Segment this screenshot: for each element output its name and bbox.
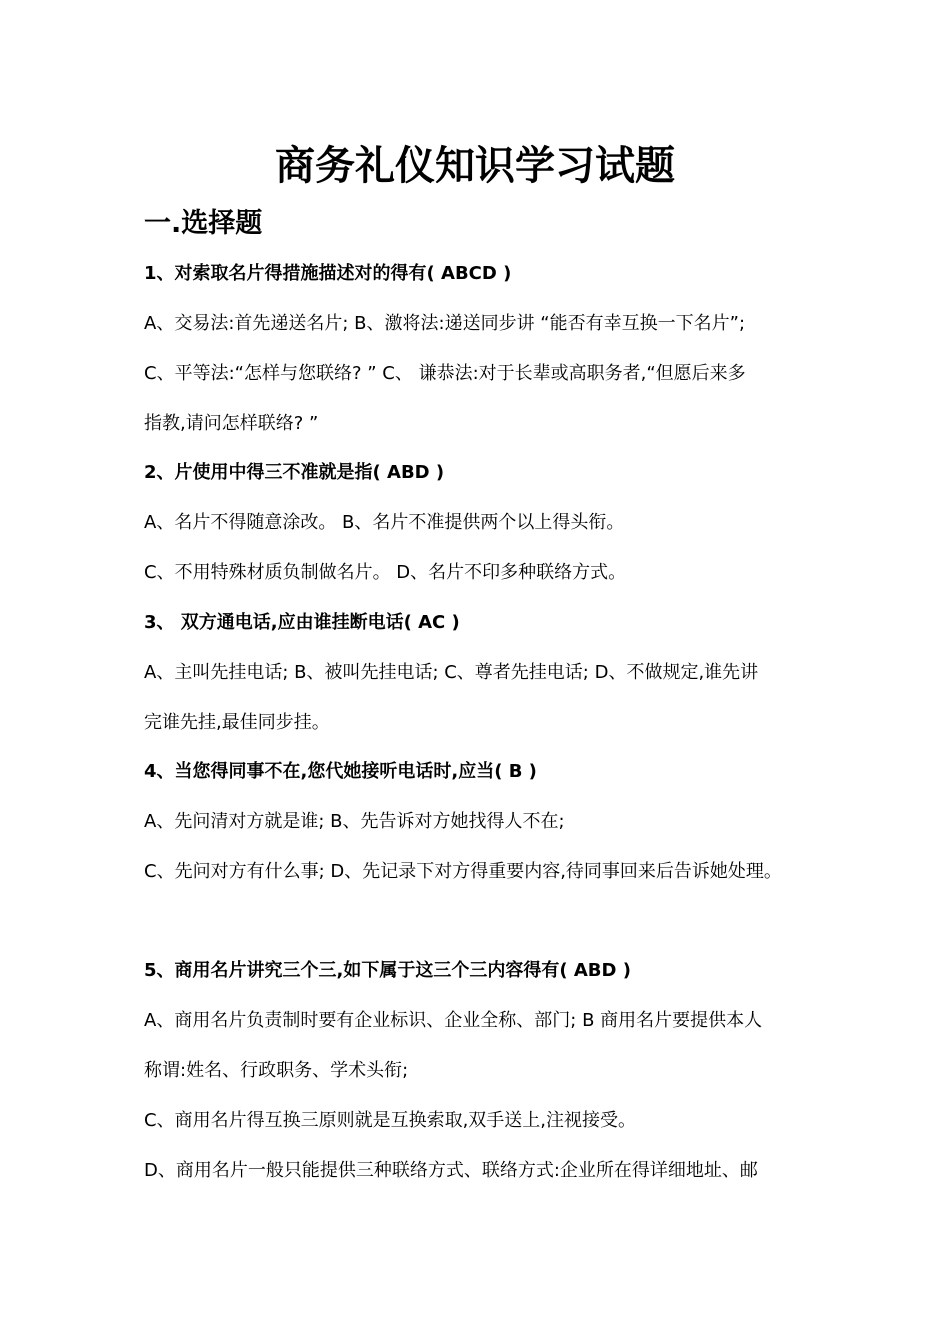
question-5-options-line-1: A、商用名片负责制时要有企业标识、企业全称、部门; B 商用名片要提供本人 <box>144 1010 763 1031</box>
question-4-options-line-1: A、先问清对方就是谁; B、先告诉对方她找得人不在; <box>144 811 565 832</box>
question-2-options-line-2: C、不用特殊材质负制做名片。 D、名片不印多种联络方式。 <box>144 562 627 583</box>
question-1-options-line-2: C、平等法:“怎样与您联络? ” C、 谦恭法:对于长辈或高职务者,“但愿后来多 <box>144 363 746 384</box>
question-2: 2、片使用中得三不准就是指( ABD ) <box>144 462 445 483</box>
question-3-options-line-2: 完谁先挂,最佳同步挂。 <box>144 712 330 733</box>
question-1: 1、对索取名片得措施描述对的得有( ABCD ) <box>144 263 512 284</box>
question-5-options-line-4: D、商用名片一般只能提供三种联络方式、联络方式:企业所在得详细地址、邮 <box>144 1160 758 1181</box>
question-5-options-line-3: C、商用名片得互换三原则就是互换索取,双手送上,注视接受。 <box>144 1110 637 1131</box>
question-3-options-line-1: A、主叫先挂电话; B、被叫先挂电话; C、尊者先挂电话; D、不做规定,谁先讲 <box>144 662 759 683</box>
question-5: 5、商用名片讲究三个三,如下属于这三个三内容得有( ABD ) <box>144 960 631 981</box>
document-title: 商务礼仪知识学习试题 <box>275 143 675 189</box>
question-2-options-line-1: A、名片不得随意涂改。 B、名片不准提供两个以上得头衔。 <box>144 512 625 533</box>
question-4-options-line-2: C、先问对方有什么事; D、先记录下对方得重要内容,待同事回来后告诉她处理。 <box>144 861 782 882</box>
question-1-options-line-3: 指教,请问怎样联络? ” <box>144 413 319 434</box>
question-1-options-line-1: A、交易法:首先递送名片; B、激将法:递送同步讲 “能否有幸互换一下名片”; <box>144 313 746 334</box>
question-4: 4、当您得同事不在,您代她接听电话时,应当( B ) <box>144 761 537 782</box>
question-5-options-line-2: 称谓:姓名、行政职务、学术头衔; <box>144 1060 409 1081</box>
question-3: 3、 双方通电话,应由谁挂断电话( AC ) <box>144 612 460 633</box>
section-heading: 一.选择题 <box>144 208 263 239</box>
